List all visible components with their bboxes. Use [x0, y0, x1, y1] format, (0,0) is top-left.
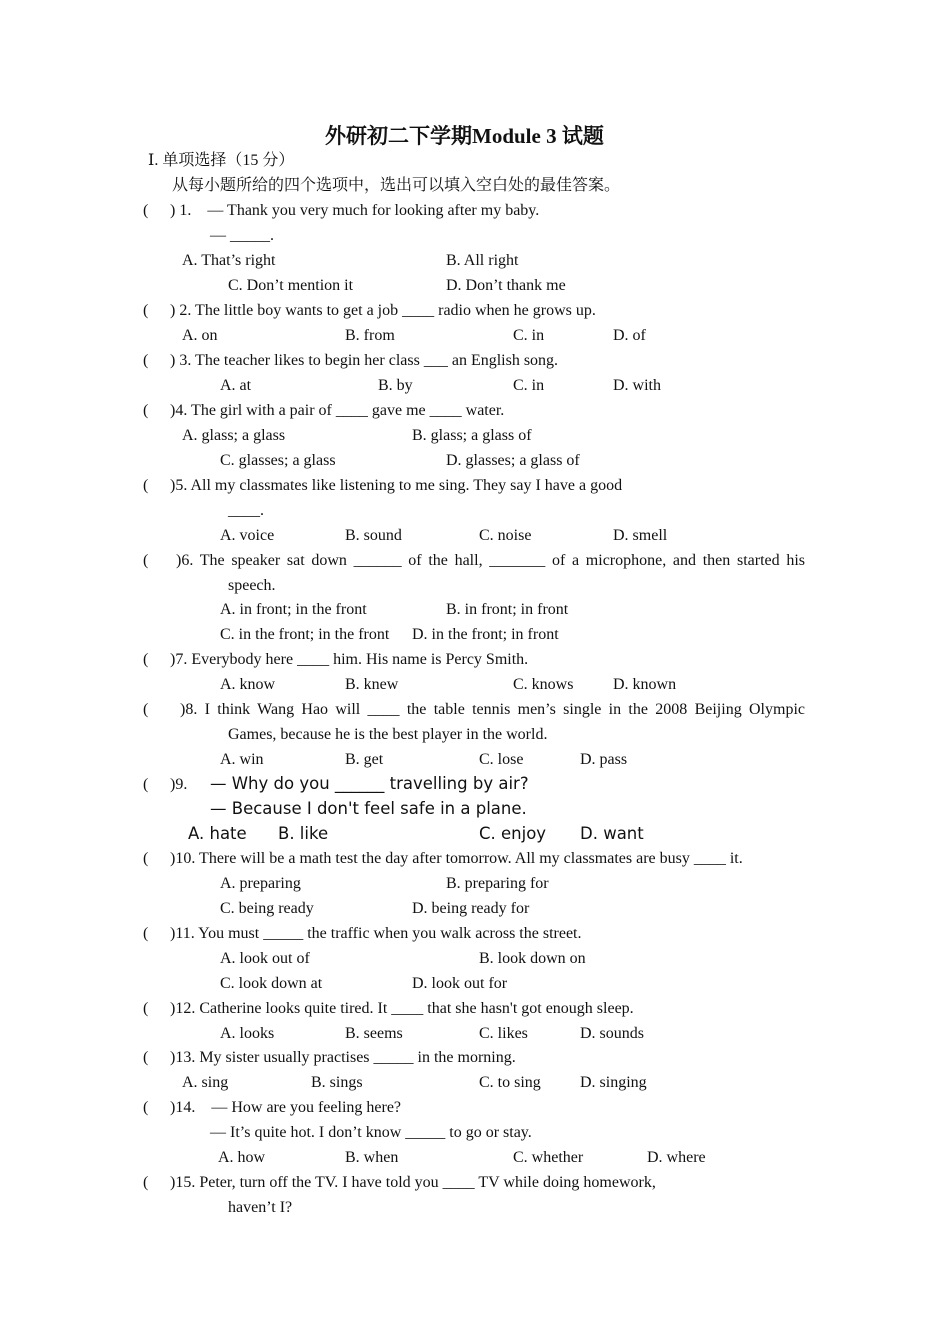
question-stem: )10. There will be a math test the day after tomorrow. All my classmates are busy ____ it.	[170, 850, 743, 867]
question-stem: ) 3. The teacher likes to begin her class ___ an English song.	[170, 352, 559, 369]
option-b: B. like	[278, 824, 329, 843]
option-d: D. where	[647, 1149, 706, 1166]
option-d: D. being ready for	[412, 900, 530, 917]
option-a: A. how	[218, 1149, 266, 1166]
answer-paren: (	[143, 925, 149, 942]
option-b: B. All right	[446, 252, 519, 269]
answer-paren: (	[143, 477, 149, 494]
question-stem: )5. All my classmates like listening to me sing. They say I have a good	[170, 477, 623, 494]
option-c: C. being ready	[220, 900, 314, 917]
question-stem: )4. The girl with a pair of ____ gave me ____ water.	[170, 402, 505, 419]
question-stem: )12. Catherine looks quite tired. It ____ that she hasn't got enough sleep.	[170, 1000, 634, 1017]
option-c: C. whether	[513, 1149, 584, 1166]
option-b: B. when	[345, 1149, 399, 1166]
answer-paren: (	[143, 1174, 149, 1191]
option-a: A. sing	[182, 1074, 229, 1091]
option-c: C. lose	[479, 751, 524, 768]
option-d: D. pass	[580, 751, 628, 768]
page-title: 外研初二下学期Module 3 试题	[325, 124, 604, 148]
option-d: D. singing	[580, 1074, 647, 1091]
option-c: C. likes	[479, 1025, 528, 1042]
option-a: A. on	[182, 327, 218, 344]
option-a: A. That’s right	[182, 252, 276, 269]
answer-paren: (	[143, 776, 149, 793]
answer-paren: (	[143, 651, 149, 668]
option-b: B. look down on	[479, 950, 586, 967]
option-c: C. to sing	[479, 1074, 541, 1091]
question-stem-line2: haven’t I?	[228, 1199, 293, 1216]
option-c: C. in	[513, 327, 545, 344]
option-a: A. look out of	[220, 950, 310, 967]
option-a: A. hate	[188, 824, 247, 843]
answer-paren: (	[143, 402, 149, 419]
option-c: C. look down at	[220, 975, 323, 992]
option-b: B. in front; in front	[446, 601, 569, 618]
option-a: A. voice	[220, 527, 275, 544]
option-c: C. noise	[479, 527, 532, 544]
answer-paren: (	[143, 850, 149, 867]
option-b: B. preparing for	[446, 875, 549, 892]
option-a: A. in front; in the front	[220, 601, 367, 618]
option-d: D. in the front; in front	[412, 626, 559, 643]
question-stem-line2: — _____.	[210, 227, 274, 244]
question-stem: )13. My sister usually practises _____ in the morning.	[170, 1049, 516, 1066]
question-stem-line2: — It’s quite hot. I don’t know _____ to go or stay.	[210, 1124, 532, 1141]
answer-paren: (	[143, 1099, 149, 1116]
answer-paren: (	[143, 352, 149, 369]
option-b: B. seems	[345, 1025, 403, 1042]
question-stem: )7. Everybody here ____ him. His name is Percy Smith.	[170, 651, 529, 668]
question-stem: ) 2. The little boy wants to get a job ____ radio when he grows up.	[170, 302, 596, 319]
answer-paren: (	[143, 701, 149, 718]
option-c: C. Don’t mention it	[228, 277, 354, 294]
question-stem-dialogue: — Why do you ______ travelling by air?	[210, 774, 529, 793]
option-b: B. get	[345, 751, 384, 768]
option-c: C. in the front; in the front	[220, 626, 390, 643]
option-c: C. in	[513, 377, 545, 394]
option-a: A. looks	[220, 1025, 275, 1042]
option-b: B. knew	[345, 676, 399, 693]
option-a: A. glass; a glass	[182, 427, 286, 444]
option-a: A. win	[220, 751, 264, 768]
option-b: B. from	[345, 327, 395, 344]
question-stem: )6. The speaker sat down ______ of the hall, _______ of a microphone, and then started his	[176, 552, 805, 569]
question-stem: ) 1. — Thank you very much for looking after my baby.	[170, 202, 540, 219]
option-b: B. by	[378, 377, 413, 394]
option-d: D. smell	[613, 527, 668, 544]
option-c: C. enjoy	[479, 824, 547, 843]
answer-paren: (	[143, 302, 149, 319]
question-stem-line2: — Because I don't feel safe in a plane.	[210, 799, 527, 818]
option-b: B. sound	[345, 527, 402, 544]
option-d: D. look out for	[412, 975, 508, 992]
option-d: D. glasses; a glass of	[446, 452, 580, 469]
option-b: B. sings	[311, 1074, 363, 1091]
option-d: D. Don’t thank me	[446, 277, 566, 294]
question-stem: )9.	[170, 776, 188, 793]
option-c: C. glasses; a glass	[220, 452, 336, 469]
section-heading: Ⅰ. 单项选择（15 分）	[148, 152, 295, 169]
answer-paren: (	[143, 1049, 149, 1066]
option-d: D. sounds	[580, 1025, 645, 1042]
option-d: D. want	[580, 824, 644, 843]
option-c: C. knows	[513, 676, 574, 693]
option-d: D. with	[613, 377, 661, 394]
instruction: 从每小题所给的四个选项中，选出可以填入空白处的最佳答案。	[172, 177, 621, 194]
answer-paren: (	[143, 552, 149, 569]
question-stem-line2: speech.	[228, 577, 276, 594]
option-d: D. known	[613, 676, 677, 693]
answer-paren: (	[143, 202, 149, 219]
option-b: B. glass; a glass of	[412, 427, 532, 444]
question-stem: )15. Peter, turn off the TV. I have told you ____ TV while doing homework,	[170, 1174, 656, 1191]
question-stem: )14. — How are you feeling here?	[170, 1099, 402, 1116]
answer-paren: (	[143, 1000, 149, 1017]
option-a: A. at	[220, 377, 252, 394]
option-a: A. know	[220, 676, 276, 693]
question-stem: )11. You must _____ the traffic when you walk across the street.	[170, 925, 582, 942]
option-d: D. of	[613, 327, 646, 344]
question-stem-line2: Games, because he is the best player in the world.	[228, 726, 548, 743]
question-stem-line2: ____.	[228, 502, 264, 519]
question-stem: )8. I think Wang Hao will ____ the table tennis men’s single in the 2008 Beijing Olympic	[180, 701, 805, 718]
option-a: A. preparing	[220, 875, 301, 892]
